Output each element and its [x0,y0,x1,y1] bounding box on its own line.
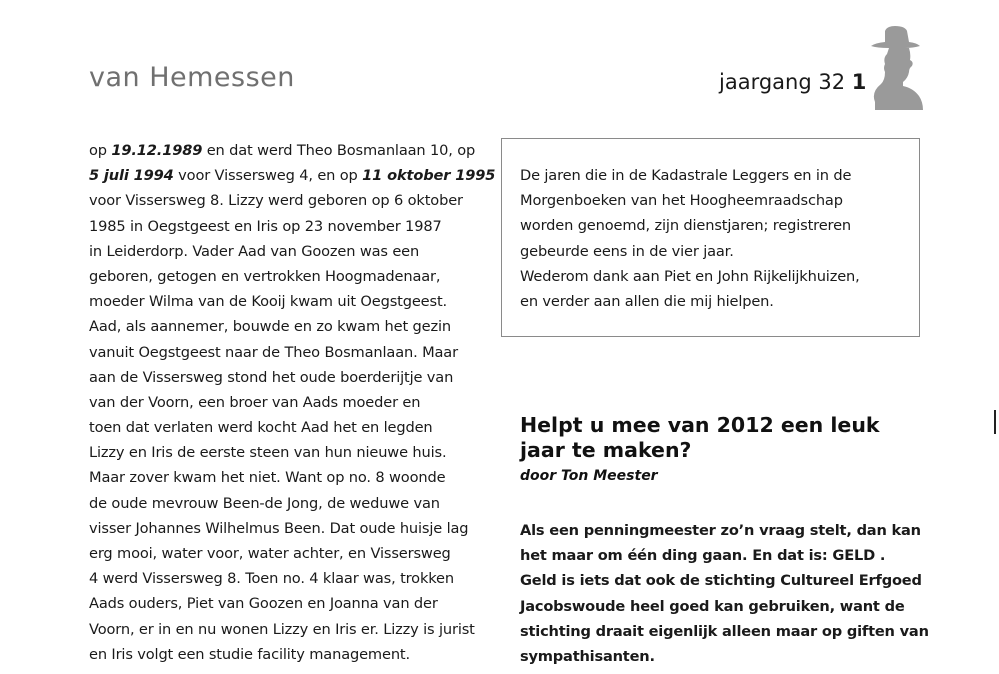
text-segment: Maar zover kwam het niet. Want op no. 8 woonde [89,469,446,487]
text-segment: voor Vissersweg 8. Lizzy werd geboren op 6 oktober [89,192,463,210]
note-line: De jaren die in de Kadastrale Leggers en in de [520,167,852,184]
main-text-column [89,138,496,667]
date-emphasis: 5 juli 1994 [89,167,174,185]
text-line [89,415,489,440]
note-line: worden genoemd, zijn dienstjaren; registreren [520,217,852,235]
text-segment: visser Johannes Wilhelmus Been. Dat oude huisje lag [89,519,469,537]
text-line [89,314,489,339]
lead-line: het maar om één ding gaan. En dat is: GELD . [520,547,886,565]
text-segment: 4 werd Vissersweg 8. Toen no. 4 klaar was, trokken [89,570,454,588]
note-line: en verder aan allen die mij hielpen. [520,292,774,310]
text-line [89,642,489,667]
text-segment: moeder Wilma van de Kooij kwam uit Oegstgeest. [89,293,448,311]
text-segment: geboren, getogen en vertrokken Hoogmadenaar, [89,267,441,285]
text-segment: vanuit Oegstgeest naar de Theo Bosmanlaan. Maar [89,343,458,361]
text-segment: in Leiderdorp. Vader Aad van Goozen was een [89,242,420,260]
text-segment: Lizzy en Iris de eerste steen van hun nieuwe huis. [89,444,447,462]
title-line: jaar te maken? [520,438,692,462]
text-cursor [994,410,996,434]
lead-line: Geld is iets dat ook de stichting Cultureel Erfgoed [520,572,922,590]
text-line [89,465,489,490]
volume-issue [719,70,866,94]
text-line [89,566,489,591]
text-segment: voor Vissersweg 4, en op [173,167,363,185]
volume-label: jaargang 32 [719,70,846,94]
article-lead [520,518,929,669]
lead-line: Als een penningmeester zo’n vraag stelt, dan kan [520,522,921,539]
text-line [89,617,489,642]
article-byline: door Ton Meester [520,468,658,484]
lead-line: Jacobswoude heel goed kan gebruiken, want de [520,597,905,615]
date-emphasis: 19.12.1989 [111,142,203,159]
issue-number: 1 [851,70,867,94]
text-segment: op [89,142,112,159]
text-segment: Aad, als aannemer, bouwde en zo kwam het gezin [89,318,451,336]
text-line [89,188,489,213]
text-segment: erg mooi, water voor, water achter, en Vissersweg [89,545,451,562]
text-segment: aan de Vissersweg stond het oude boerderijtje van [89,368,454,386]
text-segment: en Iris volgt een studie facility management. [89,645,410,663]
note-line: gebeurde eens in de vier jaar. [520,242,734,260]
title-line: Helpt u mee van 2012 een leuk [520,413,880,437]
text-segment: Voorn, er in en nu wonen Lizzy en Iris er. Lizzy is jurist [89,620,475,638]
text-segment: van der Voorn, een broer van Aads moeder en [89,393,421,411]
article-title [520,413,920,463]
text-segment: de oude mevrouw Been-de Jong, de weduwe van [89,494,440,512]
text-segment: Aads ouders, Piet van Goozen en Joanna van der [89,595,438,613]
text-line [89,491,489,516]
text-line [89,440,489,465]
text-segment: toen dat verlaten werd kocht Aad het en legden [89,419,433,437]
text-line [89,239,489,264]
text-line [89,138,489,163]
text-segment: 1985 in Oegstgeest en Iris op 23 november 1987 [89,217,442,235]
text-line [89,541,489,566]
date-emphasis: 11 oktober 1995 [362,167,496,185]
text-line [89,214,489,239]
text-line [89,390,489,415]
man-with-hat-silhouette-icon [865,22,927,110]
text-segment: en dat werd Theo Bosmanlaan 10, op [202,142,476,159]
text-line [89,365,489,390]
text-line [89,591,489,616]
text-line [89,289,489,314]
section-name: van Hemessen [89,62,295,93]
lead-line: sympathisanten. [520,647,655,665]
lead-line: stichting draait eigenlijk alleen maar op giften van [520,622,929,640]
note-line: Morgenboeken van het Hoogheemraadschap [520,192,843,210]
text-line [89,264,489,289]
text-line [89,163,496,188]
text-line [89,340,489,365]
note-box [501,138,920,337]
text-line [89,516,489,541]
note-line: Wederom dank aan Piet en John Rijkelijkhuizen, [520,267,860,285]
